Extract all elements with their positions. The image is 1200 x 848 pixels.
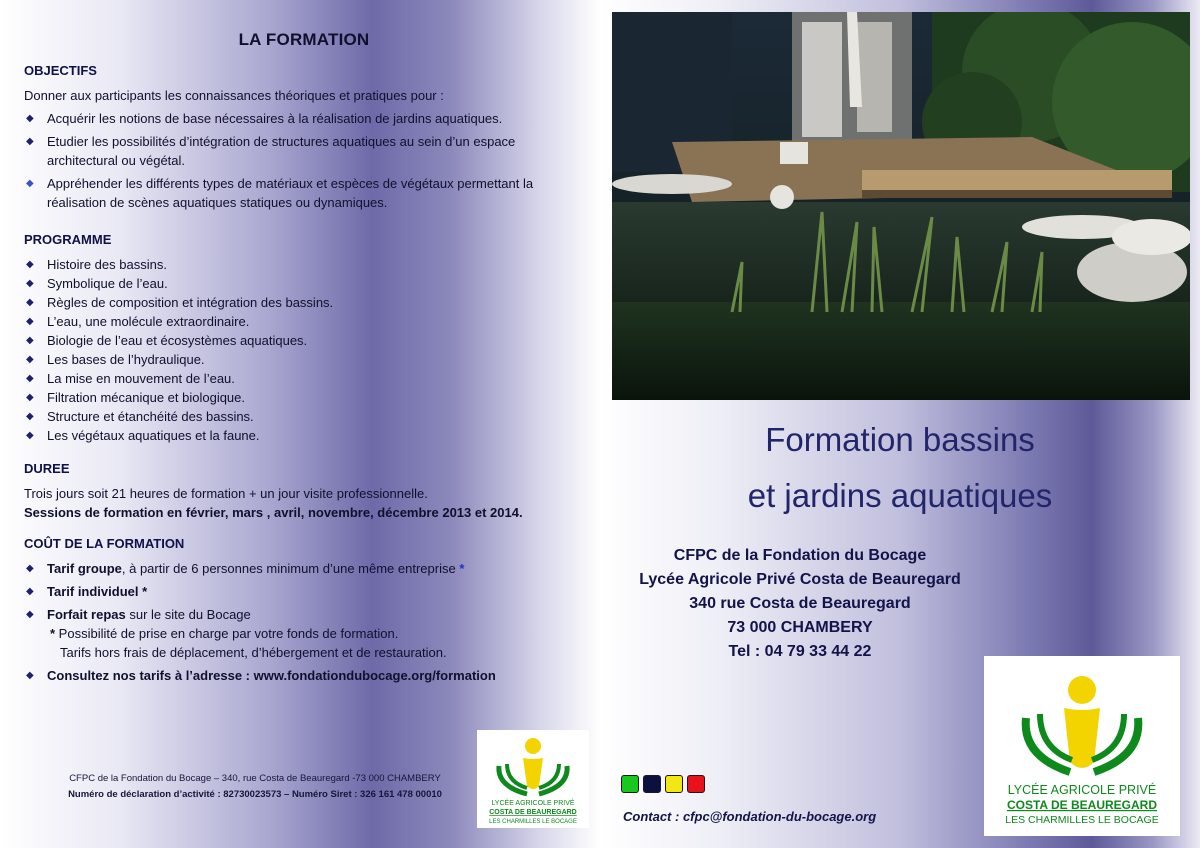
- list-item: ◆ Les bases de l’hydraulique.: [24, 350, 584, 369]
- left-column: [24, 30, 584, 689]
- list-item: ◆ Filtration mécanique et biologique.: [24, 388, 584, 407]
- asterisk-mark: *: [50, 626, 56, 641]
- legal-footer: [30, 771, 480, 803]
- list-item: [24, 605, 584, 624]
- list-item: ◆ Les végétaux aquatiques et la faune.: [24, 426, 584, 445]
- fees-note: Tarifs hors frais de déplacement, d’hébergement et de restauration.: [60, 645, 447, 660]
- brochure-title: [700, 412, 1100, 524]
- objectifs-intro: Donner aux participants les connaissances théoriques et pratiques pour :: [24, 88, 444, 103]
- section-title-formation: LA FORMATION: [238, 30, 370, 49]
- pond-scene-image: [612, 12, 1190, 400]
- duree-text: Trois jours soit 21 heures de formation + un jour visite professionnelle.: [24, 486, 428, 501]
- list-item: ◆ Règles de composition et intégration des bassins.: [24, 293, 584, 312]
- logo-line2: COSTA DE BEAUREGARD: [1006, 798, 1158, 812]
- list-item: ◆ Acquérir les notions de base nécessaires à la réalisation de jardins aquatiques.: [24, 109, 584, 128]
- title-line-1: Formation bassins: [765, 421, 1035, 458]
- funding-note-text: Possibilité de prise en charge par votre fonds de formation.: [55, 626, 399, 641]
- list-item: [24, 559, 584, 578]
- laurel-figure-icon: [984, 656, 1180, 836]
- footer-registration: Numéro de déclaration d’activité : 82730023573 – Numéro Siret : 326 161 478 00010: [68, 789, 442, 800]
- list-item: ◆ La mise en mouvement de l’eau.: [24, 369, 584, 388]
- tarif-groupe-label: Tarif groupe: [47, 561, 122, 576]
- red-square: [687, 775, 705, 793]
- logo-line2: COSTA DE BEAUREGARD: [489, 809, 577, 816]
- list-item: ◆ Symbolique de l’eau.: [24, 274, 584, 293]
- list-item: ◆ Histoire des bassins.: [24, 255, 584, 274]
- address-line: Lycée Agricole Privé Costa de Beauregard: [639, 571, 961, 588]
- navy-square: [643, 775, 661, 793]
- logo-line1: LYCÉE AGRICOLE PRIVÉ: [491, 800, 575, 807]
- consult-list: [24, 666, 584, 685]
- address-line: 340 rue Costa de Beauregard: [689, 595, 911, 612]
- tarif-individuel-label: Tarif individuel *: [47, 584, 148, 599]
- list-item: [24, 666, 584, 685]
- funding-note: [24, 624, 584, 643]
- duree-heading: DUREE: [24, 461, 70, 476]
- contact-email[interactable]: Contact : cfpc@fondation-du-bocage.org: [623, 809, 877, 824]
- cout-heading: COÛT DE LA FORMATION: [24, 536, 185, 551]
- list-item: ◆ L’eau, une molécule extraordinaire.: [24, 312, 584, 331]
- color-squares: [621, 775, 705, 793]
- school-logo-small: [477, 730, 589, 828]
- consult-link-text[interactable]: Consultez nos tarifs à l’adresse : www.fondationdubocage.org/formation: [47, 668, 496, 683]
- list-item: ◆ Appréhender les différents types de matériaux et espèces de végétaux permettant la réalisation de scènes aquatiques statiques ou dynamiques.: [24, 174, 584, 212]
- objectifs-list: [24, 109, 584, 212]
- phone-line: Tel : 04 79 33 44 22: [728, 643, 872, 660]
- school-logo-large: [984, 656, 1180, 836]
- yellow-square: [665, 775, 683, 793]
- asterisk-mark: *: [459, 561, 465, 576]
- list-item: ◆ Structure et étanchéité des bassins.: [24, 407, 584, 426]
- forfait-repas-text: sur le site du Bocage: [125, 607, 251, 622]
- cout-list: [24, 559, 584, 624]
- contact-address-block: [600, 544, 1000, 664]
- footer-address: CFPC de la Fondation du Bocage – 340, rue Costa de Beauregard -73 000 CHAMBERY: [69, 773, 441, 784]
- list-item: ◆ Biologie de l’eau et écosystèmes aquatiques.: [24, 331, 584, 350]
- laurel-figure-icon: [477, 730, 589, 828]
- title-line-2: et jardins aquatiques: [747, 477, 1053, 514]
- green-square: [621, 775, 639, 793]
- garden-pond-photo: [612, 12, 1190, 400]
- logo-line3: LES CHARMILLES LE BOCAGE: [1005, 814, 1159, 826]
- address-line: CFPC de la Fondation du Bocage: [673, 547, 927, 564]
- logo-line3: LES CHARMILLES LE BOCAGE: [489, 819, 577, 825]
- list-item: ◆ Etudier les possibilités d’intégration de structures aquatiques au sein d’un espace architectural ou végétal.: [24, 132, 584, 170]
- objectifs-heading: OBJECTIFS: [24, 63, 97, 78]
- logo-line1: LYCÉE AGRICOLE PRIVÉ: [1007, 783, 1157, 797]
- programme-list: [24, 255, 584, 445]
- list-item: [24, 582, 584, 601]
- tarif-groupe-text: , à partir de 6 personnes minimum d’une même entreprise: [121, 561, 460, 576]
- address-line: 73 000 CHAMBERY: [727, 619, 873, 636]
- programme-heading: PROGRAMME: [24, 232, 112, 247]
- forfait-repas-label: Forfait repas: [47, 607, 126, 622]
- duree-sessions: Sessions de formation en février, mars , avril, novembre, décembre 2013 et 2014.: [24, 505, 523, 520]
